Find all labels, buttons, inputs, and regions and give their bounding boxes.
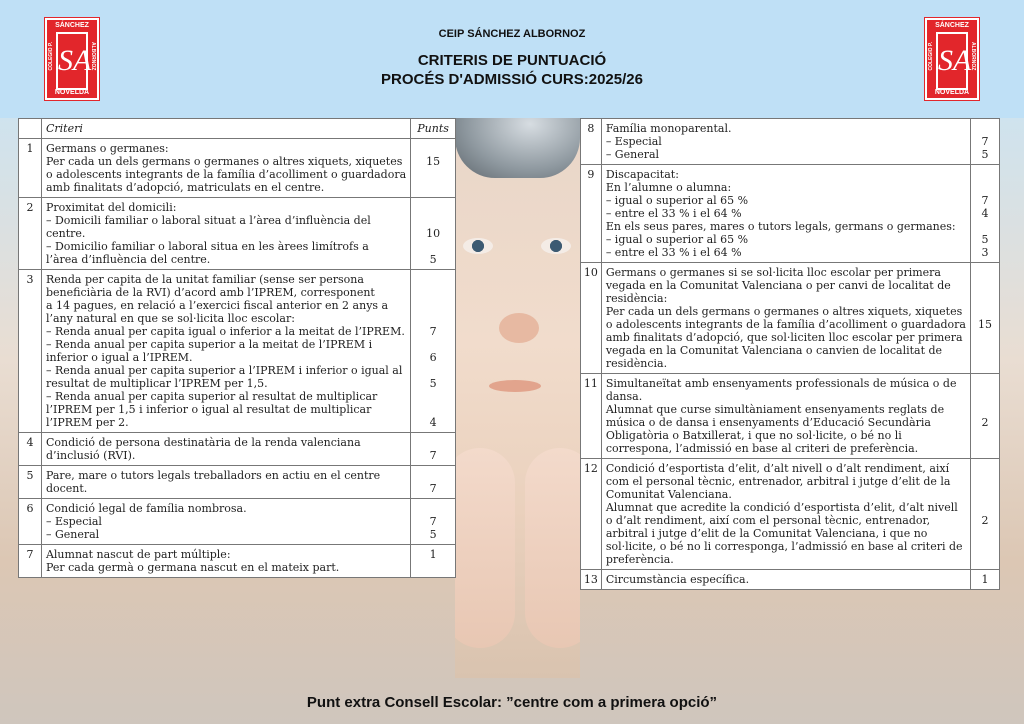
points-value: 7 [981, 194, 989, 207]
criterion-points [971, 570, 1000, 590]
criterion-text [41, 139, 410, 198]
points-value [975, 527, 995, 540]
criterion-points [971, 374, 1000, 459]
points-value [975, 377, 995, 390]
school-name: CEIP SÁNCHEZ ALBORNOZ [438, 28, 586, 40]
table-header-row [19, 119, 456, 139]
points-value [975, 344, 995, 357]
criterion-line: o d’alt rendiment, així com el personal tècnic, entrenador, [605, 514, 931, 527]
criterion-number: 7 [19, 545, 42, 578]
points-value [975, 331, 995, 344]
criterion-line: – Renda anual per capita igual o inferior a la meitat de l’IPREM. [45, 325, 405, 338]
points-value: 7 [981, 135, 989, 148]
table-row [581, 570, 1000, 590]
header-banner [0, 0, 1024, 118]
points-value [415, 312, 451, 325]
criterion-line: – Especial [605, 135, 662, 148]
child-hat [455, 118, 580, 178]
points-value: 5 [429, 528, 437, 541]
child-eye-left [463, 238, 493, 254]
criterion-number: 1 [19, 139, 42, 198]
points-value [415, 273, 451, 286]
criterion-text [601, 374, 970, 459]
criterion-line: resultat de multiplicar l’IPREM per 1,5. [45, 377, 268, 390]
points-value [975, 122, 995, 135]
criterion-line: Condició de persona destinatària de la renda valenciana [45, 436, 361, 449]
criterion-line: Pare, mare o tutors legals treballadors en actiu en el centre [45, 469, 381, 482]
points-value: 5 [429, 253, 437, 266]
points-value [415, 299, 451, 312]
criterion-number: 8 [581, 119, 602, 165]
criterion-line: d’inclusió (RVI). [45, 449, 136, 462]
criterion-line: Condició d’esportista d’elit, d’alt nivell o d’alt rendiment, així [605, 462, 950, 475]
points-value: 7 [429, 515, 437, 528]
criteria-table-right [580, 118, 1000, 590]
criteria-table-left [18, 118, 456, 578]
points-value: 10 [426, 227, 441, 240]
points-value [415, 561, 451, 574]
criterion-line: Proximitat del domicili: [45, 201, 177, 214]
criterion-line: – igual o superior al 65 % [605, 194, 749, 207]
criterion-line: – Renda anual per capita superior a la meitat de l’IPREM i [45, 338, 373, 351]
criterion-line: correspona, l’admissió en base al criteri de preferència. [605, 442, 919, 455]
criterion-line: – General [45, 528, 100, 541]
table-row [581, 119, 1000, 165]
criterion-text [41, 499, 410, 545]
criterion-number: 12 [581, 459, 602, 570]
criterion-line: Per cada un dels germans o germanes o altres xiquets, xiquetes [45, 155, 403, 168]
points-value: 3 [981, 246, 989, 259]
table-row [581, 459, 1000, 570]
criterion-line: l’àrea d’influència del centre. [45, 253, 211, 266]
criterion-line: amb finalitats d’adopció, que sol·liciten lloc escolar per primera [605, 331, 963, 344]
points-value: 6 [429, 351, 437, 364]
points-value: 7 [429, 482, 437, 495]
criterion-number: 13 [581, 570, 602, 590]
criterion-points [411, 466, 456, 499]
criterion-points [971, 459, 1000, 570]
criterion-text [41, 466, 410, 499]
child-hand-right [525, 448, 580, 648]
table-row [581, 165, 1000, 263]
table-row [19, 270, 456, 433]
criterion-points [411, 270, 456, 433]
criterion-points [971, 165, 1000, 263]
points-value [975, 553, 995, 566]
logo-top-text: SÁNCHEZ [55, 22, 89, 29]
criterion-points [411, 139, 456, 198]
criterion-line: – General [605, 148, 660, 161]
criterion-points [411, 545, 456, 578]
page-subtitle: PROCÉS D'ADMISSIÓ CURS:2025/26 [381, 71, 643, 88]
criterion-line: Germans o germanes: [45, 142, 169, 155]
criterion-line: – igual o superior al 65 % [605, 233, 749, 246]
criterion-line: o adolescents integrants de la família d’acolliment o guardadora [605, 318, 966, 331]
criterion-line: arbitral i jutge d’elit de la Comunitat Valenciana, i que no [605, 527, 928, 540]
criterion-line: – entre el 33 % i el 64 % [605, 246, 742, 259]
logo-monogram: SA [936, 32, 968, 90]
criterion-text [41, 270, 410, 433]
logo-top-text: SÁNCHEZ [935, 22, 969, 29]
points-value: 1 [429, 548, 437, 561]
criterion-line: Família monoparental. [605, 122, 732, 135]
criterion-line: En els seus pares, mares o tutors legals, germans o germanes: [605, 220, 956, 233]
criterion-line: – Domicilio familiar o laboral situa en les àrees limítrofs a [45, 240, 369, 253]
criterion-line: – entre el 33 % i el 64 % [605, 207, 742, 220]
points-value [975, 429, 995, 442]
points-value [975, 390, 995, 403]
table-row [19, 545, 456, 578]
points-value [975, 266, 995, 279]
footer-note: Punt extra Consell Escolar: ”centre com a primera opció” [306, 694, 718, 711]
table-row [19, 433, 456, 466]
criterion-line: Per cada un dels germans o germanes o altres xiquets, xiquetes [605, 305, 963, 318]
criterion-line: centre. [45, 227, 86, 240]
criterion-number: 5 [19, 466, 42, 499]
points-value [975, 181, 995, 194]
criterion-line: residència: [605, 292, 668, 305]
criterion-line: Discapacitat: [605, 168, 679, 181]
criterion-number: 10 [581, 263, 602, 374]
criterion-line: Renda per capita de la unitat familiar (sense ser persona [45, 273, 364, 286]
criterion-line: residència. [605, 357, 668, 370]
criterion-line: Germans o germanes si se sol·licita lloc escolar per primera [605, 266, 941, 279]
criterion-text [601, 459, 970, 570]
criterion-line: Obligatòria o Batxillerat, i que no sol·licite, o bé no li [605, 429, 902, 442]
criterion-line: beneficiària de la RVI) d’acord amb l’IPREM, corresponent [45, 286, 375, 299]
criterion-line: – Domicili familiar o laboral situat a l’àrea d’influència del [45, 214, 371, 227]
points-value [975, 357, 995, 370]
criterion-line: Circumstància específica. [605, 573, 750, 586]
criterion-line: o adolescents integrants de la família d’acolliment o guardadora [45, 168, 407, 181]
criterion-line: l’IPREM per 1,5 i inferior o igual al resultat de multiplicar [45, 403, 372, 416]
points-value [975, 279, 995, 292]
criterion-line: docent. [45, 482, 88, 495]
points-value: 7 [429, 449, 437, 462]
criterion-line: Comunitat Valenciana. [605, 488, 732, 501]
points-value: 2 [981, 416, 989, 429]
logo-side-left-text: COLEGIO P. [928, 42, 934, 71]
criterion-number: 11 [581, 374, 602, 459]
points-value [975, 403, 995, 416]
logo-bottom-text: NOVELDA [934, 89, 970, 96]
table-row [19, 198, 456, 270]
points-value: 15 [426, 155, 441, 168]
points-value [975, 442, 995, 455]
criterion-line: vegada en la Comunitat Valenciana o canvien de localitat de [605, 344, 943, 357]
table-row [19, 466, 456, 499]
criterion-line: vegada en la Comunitat Valenciana o per canvi de localitat de [605, 279, 951, 292]
criterion-text [41, 198, 410, 270]
points-value [415, 364, 451, 377]
criterion-line: – Especial [45, 515, 102, 528]
criterion-line: amb finalitats d’adopció, matriculats en el centre. [45, 181, 325, 194]
points-value [415, 390, 451, 403]
points-value: 5 [981, 148, 989, 161]
points-value [975, 292, 995, 305]
logo-side-right-text: ALBORNOZ [970, 42, 976, 71]
criterion-number: 3 [19, 270, 42, 433]
table-row [581, 374, 1000, 459]
points-value: 15 [978, 318, 992, 331]
criterion-points [411, 433, 456, 466]
points-value [415, 469, 451, 482]
page-title: CRITERIS DE PUNTUACIÓ [417, 52, 607, 69]
child-mouth [489, 380, 541, 392]
criterion-line: com el personal tècnic, entrenador, arbitral i jutge d’elit de la [605, 475, 951, 488]
criterion-points [411, 499, 456, 545]
criterion-line: música o de dansa i ensenyaments d’Educació Secundària [605, 416, 931, 429]
criterion-points [971, 263, 1000, 374]
logo-side-right-text: ALBORNOZ [90, 42, 96, 71]
points-value: 7 [429, 325, 437, 338]
points-value [415, 502, 451, 515]
criterion-line: a 14 pagues, en relació a l’exercici fiscal anterior en 2 anys a [45, 299, 389, 312]
criterion-line: l’IPREM per 2. [45, 416, 129, 429]
table-row [581, 263, 1000, 374]
school-logo-right [925, 18, 979, 100]
child-photo [455, 118, 580, 678]
points-value [975, 462, 995, 475]
points-value [975, 305, 995, 318]
criterion-line: sol·licite, o bé no li corresponga, l’admissió en base al criteri de [605, 540, 963, 553]
points-value [415, 286, 451, 299]
criterion-line: Alumnat que acredite la condició d’esportista d’elit, d’alt nivell [605, 501, 958, 514]
points-value [975, 488, 995, 501]
criterion-text [41, 545, 410, 578]
criterion-line: dansa. [605, 390, 643, 403]
points-value [415, 338, 451, 351]
criterion-points [971, 119, 1000, 165]
points-value [415, 403, 451, 416]
header-num-cell [19, 119, 42, 139]
child-hand-left [455, 448, 515, 648]
points-value [975, 501, 995, 514]
logo-side-left-text: COLEGIO P. [48, 42, 54, 71]
points-value [975, 220, 995, 233]
criterion-line: Condició legal de família nombrosa. [45, 502, 247, 515]
table-row [19, 499, 456, 545]
criterion-line: – Renda anual per capita superior a l’IPREM i inferior o igual al [45, 364, 403, 377]
points-value [975, 168, 995, 181]
points-value [975, 475, 995, 488]
criterion-text [41, 433, 410, 466]
points-value [975, 540, 995, 553]
points-value [415, 214, 451, 227]
points-value: 4 [429, 416, 437, 429]
criterion-number: 2 [19, 198, 42, 270]
criterion-line: – Renda anual per capita superior al resultat de multiplicar [45, 390, 378, 403]
header-punts: Punts [411, 119, 456, 139]
criterion-line: Alumnat nascut de part múltiple: [45, 548, 231, 561]
criterion-line: En l’alumne o alumna: [605, 181, 732, 194]
points-value: 5 [981, 233, 989, 246]
logo-monogram: SA [56, 32, 88, 90]
child-nose [499, 313, 539, 343]
points-value [415, 240, 451, 253]
points-value: 4 [981, 207, 989, 220]
criterion-line: Per cada germà o germana nascut en el mateix part. [45, 561, 340, 574]
points-value: 2 [981, 514, 989, 527]
criterion-line: l’any natural en que se sol·licita lloc escolar: [45, 312, 295, 325]
child-eye-right [541, 238, 571, 254]
criterion-text [601, 119, 970, 165]
points-value: 1 [981, 573, 989, 586]
points-value [415, 436, 451, 449]
criterion-number: 6 [19, 499, 42, 545]
criterion-line: preferència. [605, 553, 674, 566]
criterion-line: inferior o igual a l’IPREM. [45, 351, 193, 364]
header-criteri: Criteri [41, 119, 410, 139]
criterion-number: 4 [19, 433, 42, 466]
criterion-line: Simultaneïtat amb ensenyaments professionals de música o de [605, 377, 957, 390]
points-value [415, 142, 451, 155]
criterion-text [601, 570, 970, 590]
table-row [19, 139, 456, 198]
criterion-line: Alumnat que curse simultàniament ensenyaments reglats de [605, 403, 945, 416]
criterion-points [411, 198, 456, 270]
criterion-number: 9 [581, 165, 602, 263]
logo-bottom-text: NOVELDA [54, 89, 90, 96]
points-value: 5 [429, 377, 437, 390]
points-value [415, 201, 451, 214]
criterion-text [601, 263, 970, 374]
criterion-text [601, 165, 970, 263]
